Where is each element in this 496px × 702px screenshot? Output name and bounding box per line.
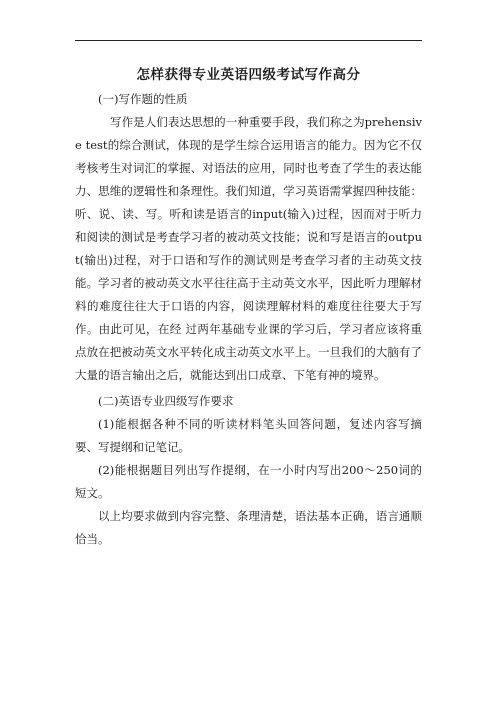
section2-heading: (二)英语专业四级写作要求 [98, 394, 234, 408]
summary-paragraph: 以上均要求做到内容完整、条理清楚，语法基本正确，语言通顺恰当。 [75, 509, 422, 546]
requirement-2: (2)能根据题目列出写作提纲，在一小时内写出200～250词的短文。 [75, 463, 422, 500]
requirement-1: (1)能根据各种不同的听读材料笔头回答问题，复述内容写摘要、写提纲和记笔记。 [75, 417, 422, 454]
header-rule [75, 40, 422, 41]
document-title: 怎样获得专业英语四级考试写作高分 [136, 67, 361, 83]
section1-heading: (一)写作题的性质 [98, 92, 188, 106]
document-page [75, 40, 422, 551]
section1-body: 写作是人们表达思想的一种重要手段，我们称之为prehensive test的综合测试，体现的是学生综合运用语言的能力。因为它不仅考核考生对词汇的掌握、对语法的应用，同时也考查了学生的表达能力、思维的逻辑性和条理性。我们知道，学习英语需掌握四种技能：听、说、读、写。听和读是语言的input(输入)过程，因而对于听力和阅读的测试是考查学习者的被动英文技能；说和写是语言的output(输出)过程，对于口语和写作的测试则是考查学习者的主动英文技能。学习者的被动英文水平往往高于主动英文水平，因此听力理解材料的难度往往大于口语的内容，阅读理解材料的难度往往要大于写作。由此可见，在经 过两年基础专业课的学习后，学习者应该将重点放在把被动英文水平转化成主动英文水平上。一旦我们的大脑有了大量的语言输出之后，就能达到出口成章、下笔有神的境界。 [75, 115, 422, 382]
